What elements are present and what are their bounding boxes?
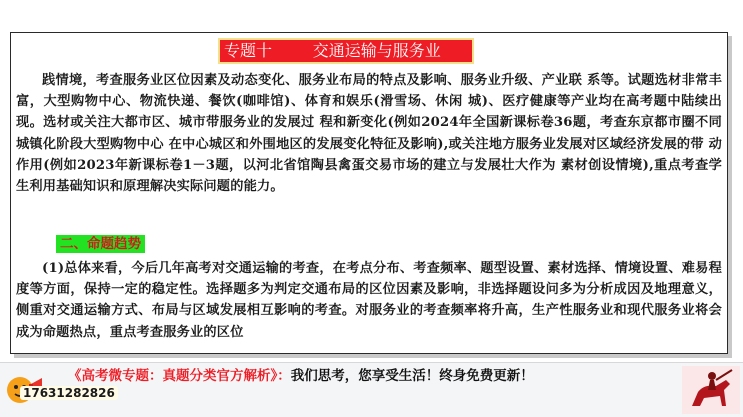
- section-heading: 二、命题趋势: [56, 235, 145, 253]
- body-paragraph-2: (1)总体来看，今后几年高考对交通运输的考查，在考点分布、考查频率、题型设置、素材选择、情境设置、难易程度等方面，保持一定的稳定性。选择题多为判定交通布局的区位因素及影响，非选择题设问多为分析成因及地理意义，侧重对交通运输方式、布局与区域发展相互影响的考查。对服务业的考查频率将升高，生产性服务业和现代服务业将会成为命题热点，重点考查服务业的区位: [16, 261, 722, 340]
- banner-highlight: 《高考微专题：真题分类官方解析》：: [68, 368, 291, 384]
- section-title: 专题十 交通运输与服务业: [218, 38, 474, 64]
- banner-text: 我们思考，您享受生活！终身免费更新！: [290, 368, 534, 384]
- body-paragraph-1: 践情境，考查服务业区位因素及动态变化、服务业布局的特点及影响、服务业升级、产业联 系等。试题选材非常丰富，大型购物中心、物流快递、餐饮(咖啡馆)、体育和娱乐(滑雪场、休闲 城)、医疗健康等产业均在高考题中陆续出现。选材或关注大都市区、城市带服务业的发展过 程和新变化(例如2024年全国新课标卷36题，考查东京都市圈不同城镇化阶段大型购物中心 在中心城区和外围地区的发展变化特征及影响),或关注地方服务业发展对区域经济发展的带 动作用(例如2023年新课标卷1－3题，以河北省馆陶县禽蛋交易市场的建立与发展壮大作为 素材创设情境),重点考查学生利用基础知识和原理解决实际问题的能力。: [16, 73, 722, 195]
- phone-number: 17631282826: [20, 386, 118, 400]
- footer-banner: [68, 366, 534, 386]
- horse-rider-icon: [682, 366, 740, 414]
